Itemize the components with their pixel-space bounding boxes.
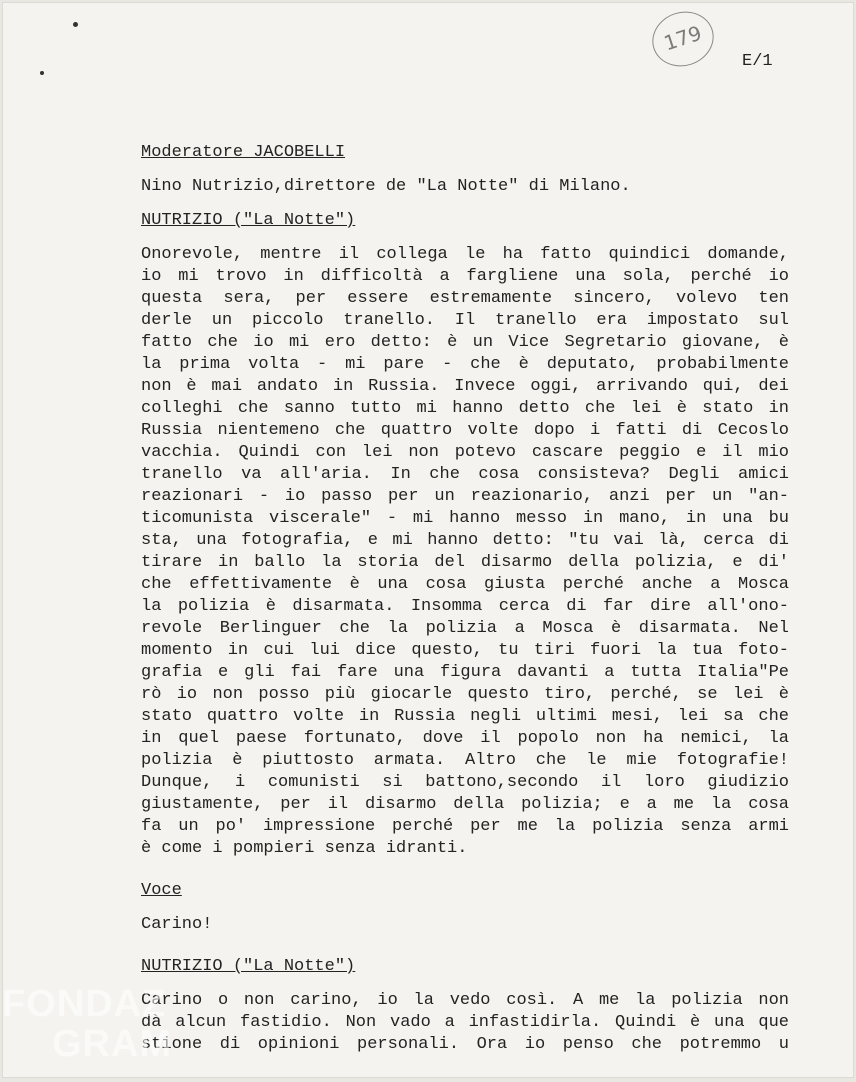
text-line: derle un piccolo tranello. Il tranello era impostato sul: [141, 311, 789, 330]
speech-paragraph: [141, 244, 789, 860]
text-line: che effettivamente è una cosa giusta perché anche a Mosca: [141, 575, 789, 594]
ink-speck: [40, 71, 44, 75]
text-line: in quel paese fortunato, dove il popolo non ha nemici, la: [141, 729, 789, 748]
text-line: tirare in ballo la storia del disarmo della polizia, e di': [141, 553, 789, 572]
text-line: giustamente, per il disarmo della polizia; e a me la cosa: [141, 795, 789, 814]
text-line: la polizia è disarmata. Insomma cerca di far dire all'ono-: [141, 597, 789, 616]
text-line: stato quattro volte in Russia negli ultimi mesi, lei sa che: [141, 707, 789, 726]
text-line: colleghi che sanno tutto mi hanno detto che lei è stato in: [141, 399, 789, 418]
text-line: sta, una fotografia, e mi hanno detto: "tu vai là, cerca di: [141, 531, 789, 550]
foundation-watermark: FONDAZ GRAM: [2, 983, 173, 1065]
text-line: fa un po' impressione perché per me la polizia senza armi: [141, 817, 789, 836]
speaker-heading: Voce: [141, 881, 182, 900]
text-line: Dunque, i comunisti si battono,secondo il loro giudizio: [141, 773, 789, 792]
ink-speck: [73, 22, 78, 27]
page-number-stamp: 179: [645, 4, 721, 75]
text-line: Carino o non carino, io la vedo così. A me la polizia non: [141, 991, 789, 1010]
document-page: [2, 2, 854, 1078]
interjection-line: Carino!: [141, 915, 213, 934]
text-line: ticomunista viscerale" - mi hanno messo in mano, in una bu: [141, 509, 789, 528]
text-line: rò io non posso più giocarle questo tiro, perché, se lei è: [141, 685, 789, 704]
text-line: vacchia. Quindi con lei non potevo cascare peggio e il mio: [141, 443, 789, 462]
text-line: tranello va all'aria. In che cosa consisteva? Degli amici: [141, 465, 789, 484]
text-line: la prima volta - mi pare - che è deputato, probabilmente: [141, 355, 789, 374]
moderator-heading: Moderatore JACOBELLI: [141, 143, 346, 162]
page-code: E/1: [742, 52, 773, 71]
speaker-heading: NUTRIZIO ("La Notte"): [141, 957, 356, 976]
text-line: non è mai andato in Russia. Invece oggi, arrivando qui, dei: [141, 377, 789, 396]
text-line: polizia è piuttosto armata. Altro che le mie fotografie!: [141, 751, 789, 770]
text-line: fatto che io mi ero detto: è un Vice Segretario giovane, è: [141, 333, 789, 352]
text-line: è come i pompieri senza idranti.: [141, 839, 468, 858]
text-line: grafia e gli fai fare una figura davanti a tutta Italia"Pe: [141, 663, 789, 682]
text-line: stione di opinioni personali. Ora io penso che potremmo u: [141, 1035, 789, 1054]
text-line: io mi trovo in difficoltà a fargliene una sola, perché io: [141, 267, 789, 286]
text-line: revole Berlinguer che la polizia a Mosca è disarmata. Nel: [141, 619, 789, 638]
speaker-heading: NUTRIZIO ("La Notte"): [141, 211, 356, 230]
text-line: momento in cui lui dice questo, tu tiri fuori la tua foto-: [141, 641, 789, 660]
text-line: reazionari - io passo per un reazionario, anzi per un "an-: [141, 487, 789, 506]
text-line: Russia nientemeno che quattro volte dopo i fatti di Cecoslo: [141, 421, 789, 440]
text-line: Onorevole, mentre il collega le ha fatto quindici domande,: [141, 245, 789, 264]
speech-paragraph: [141, 990, 789, 1056]
intro-line: Nino Nutrizio,direttore de "La Notte" di Milano.: [141, 177, 631, 196]
transcript-body: [141, 142, 789, 1056]
text-line: dà alcun fastidio. Non vado a infastidirla. Quindi è una que: [141, 1013, 789, 1032]
text-line: questa sera, per essere estremamente sincero, volevo ten: [141, 289, 789, 308]
